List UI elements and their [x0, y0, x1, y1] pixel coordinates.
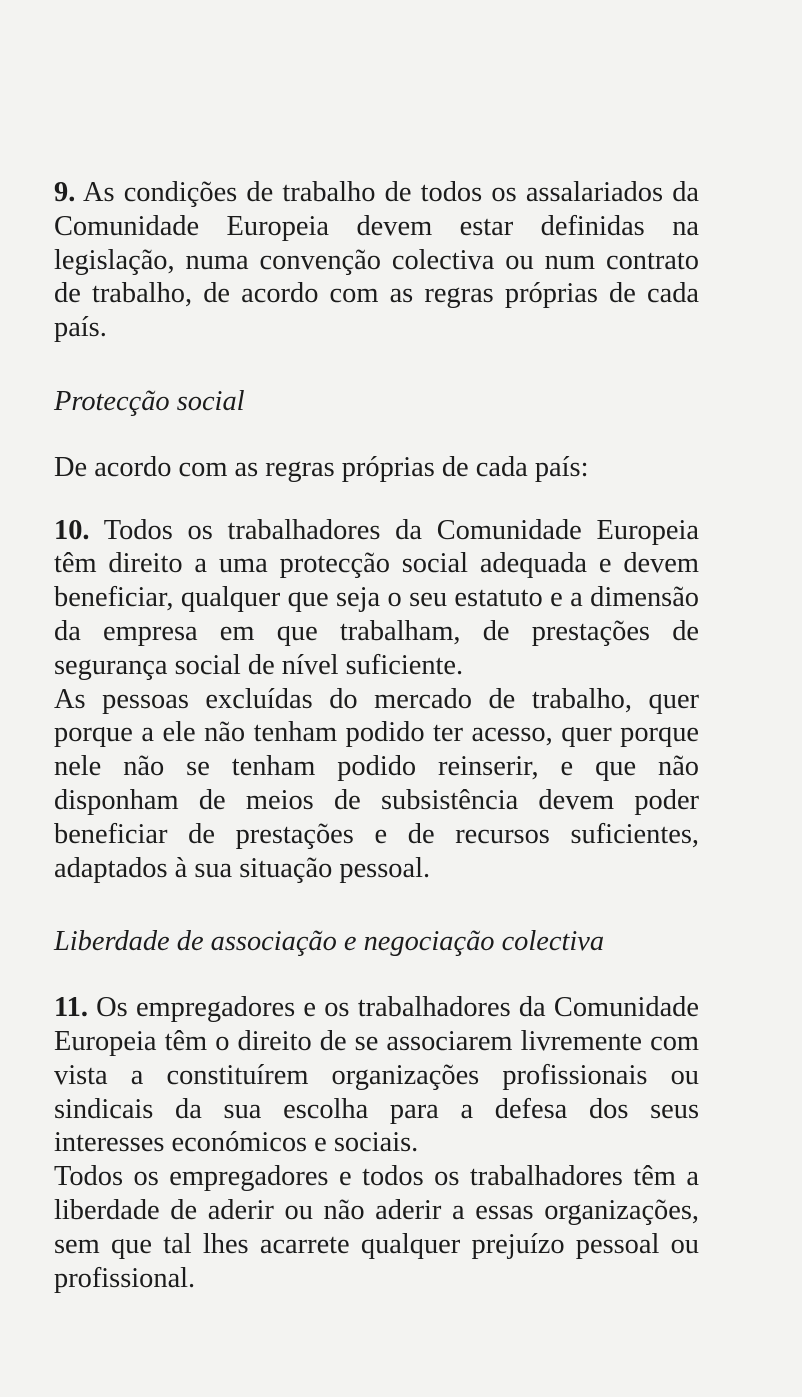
article-number: 9.	[54, 177, 76, 208]
article-number: 10.	[54, 514, 90, 546]
article-10	[54, 514, 699, 683]
social-protection-intro: De acordo com as regras próprias de cada país:	[54, 451, 589, 483]
article-11-paragraph-2: Todos os empregadores e todos os trabalhadores têm a liberdade de aderir ou não aderir a essas organizações, sem que tal lhes acarrete qualquer prejuízo pessoal ou profissional.	[54, 1161, 699, 1294]
article-text: Os empregadores e os trabalhadores da Comunidade Europeia têm o direito de se associarem livremente com vista a constituírem organizações profissionais ou sindicais da sua escolha para a defesa dos seus interesses económicos e sociais.	[54, 992, 699, 1159]
article-11	[54, 991, 699, 1160]
article-10-paragraph-2: As pessoas excluídas do mercado de trabalho, quer porque a ele não tenham podido ter acesso, quer porque nele não se tenham podido reinserir, e que não disponham de meios de subsistência devem poder beneficiar de prestações e de recursos suficientes, adaptados à sua situação pessoal.	[54, 683, 699, 884]
article-text: As condições de trabalho de todos os assalariados da Comunidade Europeia devem estar definidas na legislação, numa convenção colectiva ou num contrato de trabalho, de acordo com as regras próprias de cada país.	[54, 177, 699, 344]
article-9	[54, 176, 699, 345]
section-heading-social-protection: Protecção social	[54, 385, 245, 417]
article-number: 11.	[54, 992, 88, 1024]
section-heading-association: Liberdade de associação e negociação colectiva	[54, 926, 605, 958]
article-text: Todos os trabalhadores da Comunidade Europeia têm direito a uma protecção social adequada e devem beneficiar, qualquer que seja o seu estatuto e a dimensão da empresa em que trabalham, de prestações de segurança social de nível suficiente.	[54, 514, 700, 681]
